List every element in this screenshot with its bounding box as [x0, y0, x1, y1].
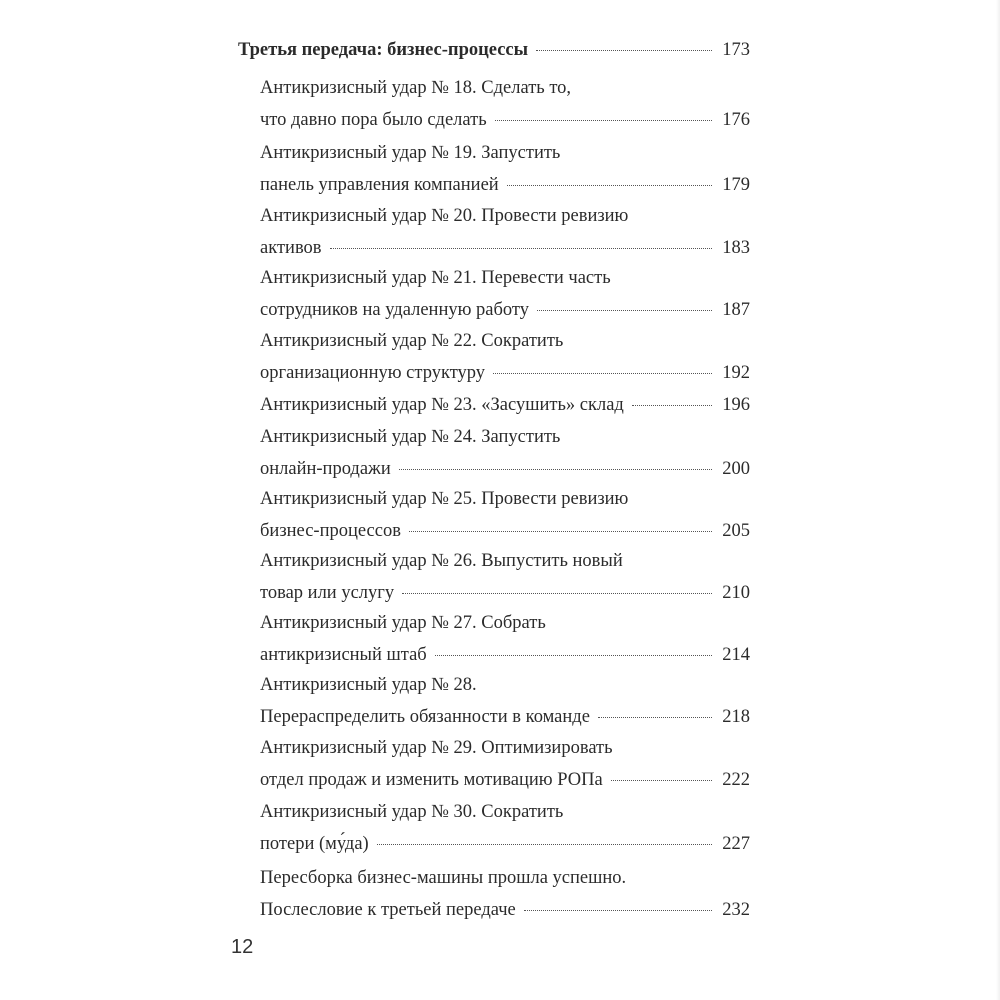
entry-title-line1: Антикризисный удар № 20. Провести ревизию: [260, 206, 629, 226]
toc-entry-30: [260, 800, 750, 856]
entry-page-number: 227: [722, 834, 750, 854]
toc-entry-18: [260, 76, 750, 132]
entry-title-line1: Антикризисный удар № 24. Запустить: [260, 427, 561, 447]
entry-page-number: 200: [722, 459, 750, 479]
dot-leader: [399, 469, 713, 470]
dot-leader: [611, 780, 713, 781]
entry-page-number: 179: [722, 175, 750, 195]
entry-title-line2: антикризисный штаб: [260, 645, 427, 665]
entry-title-line1: Антикризисный удар № 25. Провести ревизию: [260, 489, 629, 509]
entry-title-line1: Антикризисный удар № 22. Сократить: [260, 331, 564, 351]
dot-leader: [402, 593, 712, 594]
entry-title-line1: Пересборка бизнес-машины прошла успешно.: [260, 868, 627, 888]
entry-title-line2: Послесловие к третьей передаче: [260, 900, 516, 920]
dot-leader: [537, 310, 712, 311]
entry-title-line2: отдел продаж и изменить мотивацию РОПа: [260, 770, 603, 790]
toc-entry-19: [260, 141, 750, 197]
entry-title-line2: Перераспределить обязанности в команде: [260, 707, 590, 727]
entry-page-number: 176: [722, 110, 750, 130]
dot-leader: [536, 50, 712, 51]
entry-title-line2: организационную структуру: [260, 363, 486, 383]
entry-title-line1: Антикризисный удар № 29. Оптимизировать: [260, 738, 613, 758]
entry-page-number: 222: [722, 770, 750, 790]
entry-page-number: 232: [722, 900, 750, 920]
entry-title-line2: активов: [260, 238, 322, 258]
dot-leader: [598, 717, 712, 718]
dot-leader: [330, 248, 713, 249]
page-edge-shadow: [996, 0, 1000, 1000]
section-page-number: 173: [722, 40, 750, 60]
entry-page-number: 218: [722, 707, 750, 727]
toc-entry-21: [260, 266, 750, 322]
section-heading: [238, 40, 750, 61]
entry-title-line2: панель управления компанией: [260, 175, 499, 195]
dot-leader: [632, 405, 712, 406]
entry-title-line1: Антикризисный удар № 28.: [260, 675, 477, 695]
entry-title-line2: сотрудников на удаленную работу: [260, 300, 530, 320]
entry-title-line2: Антикризисный удар № 23. «Засушить» склад: [260, 395, 624, 415]
entry-page-number: 214: [722, 645, 750, 665]
entry-title-line1: Антикризисный удар № 26. Выпустить новый: [260, 551, 623, 571]
dot-leader: [409, 531, 712, 532]
entry-title-line1: Антикризисный удар № 18. Сделать то,: [260, 78, 572, 98]
entry-title-line1: Антикризисный удар № 27. Собрать: [260, 613, 546, 633]
dot-leader: [495, 120, 713, 121]
entry-title-line2: бизнес-процессов: [260, 521, 401, 541]
dot-leader: [435, 655, 713, 656]
section-title: Третья передача: бизнес-процессы: [238, 40, 529, 60]
entry-page-number: 183: [722, 238, 750, 258]
toc-entry-20: [260, 204, 750, 260]
page-number-footer: 12: [231, 936, 254, 958]
entry-page-number: 196: [722, 395, 750, 415]
toc-entry-afterword: [260, 866, 750, 922]
toc-entry-26: [260, 549, 750, 605]
entry-page-number: 205: [722, 521, 750, 541]
entry-title-line2: потери (му́да): [260, 834, 369, 854]
dot-leader: [524, 910, 713, 911]
toc-entry-28: [260, 673, 750, 729]
entry-title-line2: онлайн-продажи: [260, 459, 391, 479]
entry-title-line1: Антикризисный удар № 30. Сократить: [260, 802, 564, 822]
toc-entry-25: [260, 487, 750, 543]
entry-page-number: 192: [722, 363, 750, 383]
toc-entry-22: [260, 329, 750, 385]
entry-title-line1: Антикризисный удар № 21. Перевести часть: [260, 268, 611, 288]
entry-title-line2: товар или услугу: [260, 583, 395, 603]
entry-title-line2: что давно пора было сделать: [260, 110, 487, 130]
toc-entry-29: [260, 736, 750, 792]
toc-entry-27: [260, 611, 750, 667]
toc-entry-23: [260, 393, 750, 417]
dot-leader: [493, 373, 712, 374]
toc-entry-24: [260, 425, 750, 481]
entry-page-number: 187: [722, 300, 750, 320]
entry-page-number: 210: [722, 583, 750, 603]
dot-leader: [507, 185, 713, 186]
dot-leader: [377, 844, 713, 845]
entry-title-line1: Антикризисный удар № 19. Запустить: [260, 143, 561, 163]
